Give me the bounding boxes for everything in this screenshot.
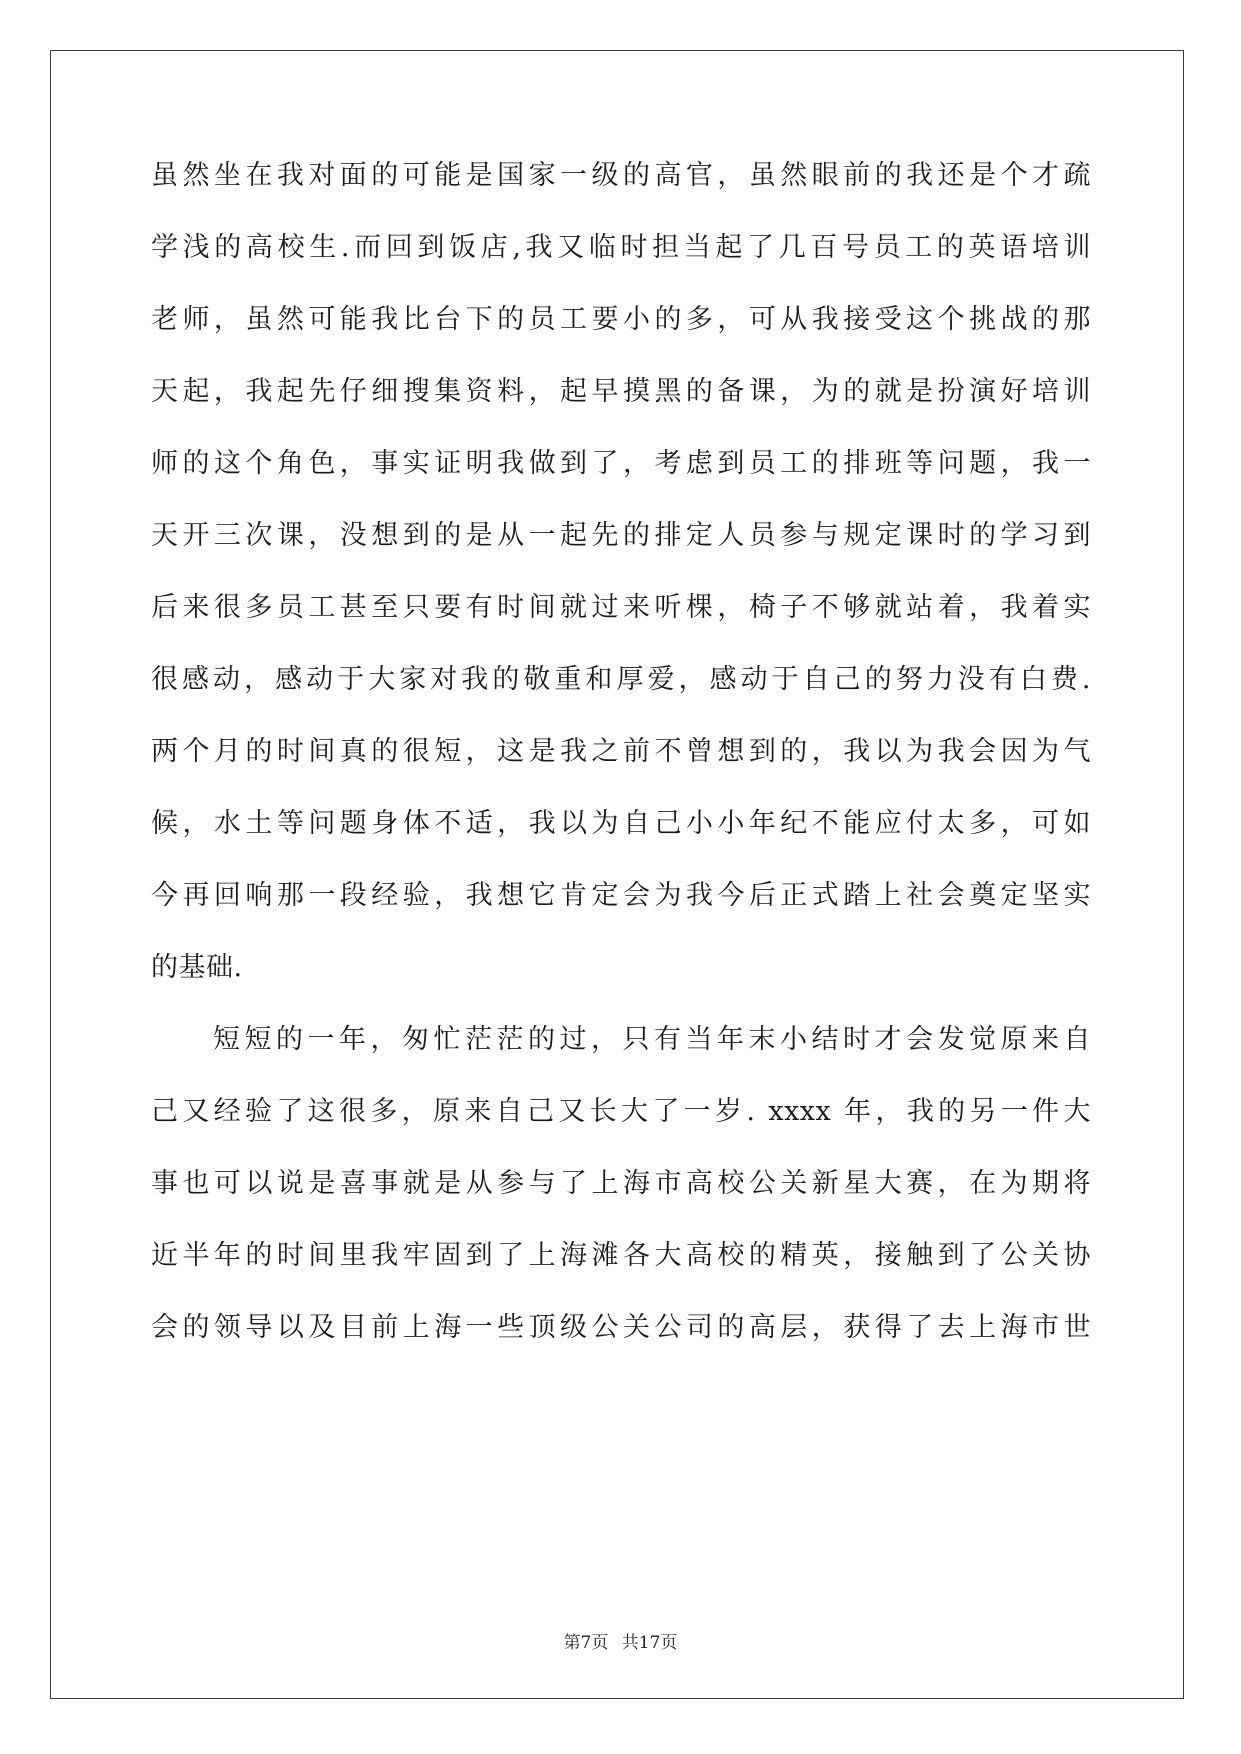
text-line: 师的这个角色，事实证明我做到了，考虑到员工的排班等问题，我一 — [151, 448, 1091, 479]
page-footer — [0, 1628, 1241, 1653]
text-line: 两个月的时间真的很短，这是我之前不曾想到的，我以为我会因为气 — [151, 736, 1091, 767]
text-line: 近半年的时间里我牢固到了上海滩各大高校的精英，接触到了公关协 — [151, 1240, 1091, 1271]
current-page-number: 第7页 — [563, 1633, 609, 1653]
text-line: 己又经验了这很多，原来自己又长大了一岁. xxxx 年，我的另一件大 — [151, 1096, 1091, 1127]
text-line: 老师，虽然可能我比台下的员工要小的多，可从我接受这个挑战的那 — [151, 304, 1091, 335]
text-line: 虽然坐在我对面的可能是国家一级的高官，虽然眼前的我还是个才疏 — [151, 160, 1091, 191]
text-line: 短短的一年，匆忙茫茫的过，只有当年末小结时才会发觉原来自 — [213, 1024, 1091, 1055]
text-line: 很感动，感动于大家对我的敬重和厚爱，感动于自己的努力没有白费. — [151, 664, 1091, 695]
text-line: 会的领导以及目前上海一些顶级公关公司的高层，获得了去上海市世 — [151, 1312, 1091, 1343]
text-line: 今再回响那一段经验，我想它肯定会为我今后正式踏上社会奠定坚实 — [151, 880, 1091, 911]
text-line: 学浅的高校生.而回到饭店,我又临时担当起了几百号员工的英语培训 — [151, 232, 1091, 263]
text-line: 事也可以说是喜事就是从参与了上海市高校公关新星大赛，在为期将 — [151, 1168, 1091, 1199]
text-line: 后来很多员工甚至只要有时间就过来听棵，椅子不够就站着，我着实 — [151, 592, 1091, 623]
text-line: 天开三次课，没想到的是从一起先的排定人员参与规定课时的学习到 — [151, 520, 1091, 551]
text-line: 候，水土等问题身体不适，我以为自己小小年纪不能应付太多，可如 — [151, 808, 1091, 839]
page-border — [50, 50, 1184, 1699]
text-line: 的基础. — [151, 952, 243, 983]
text-line: 天起，我起先仔细搜集资料，起早摸黑的备课，为的就是扮演好培训 — [151, 376, 1091, 407]
total-page-count: 共17页 — [621, 1633, 678, 1653]
